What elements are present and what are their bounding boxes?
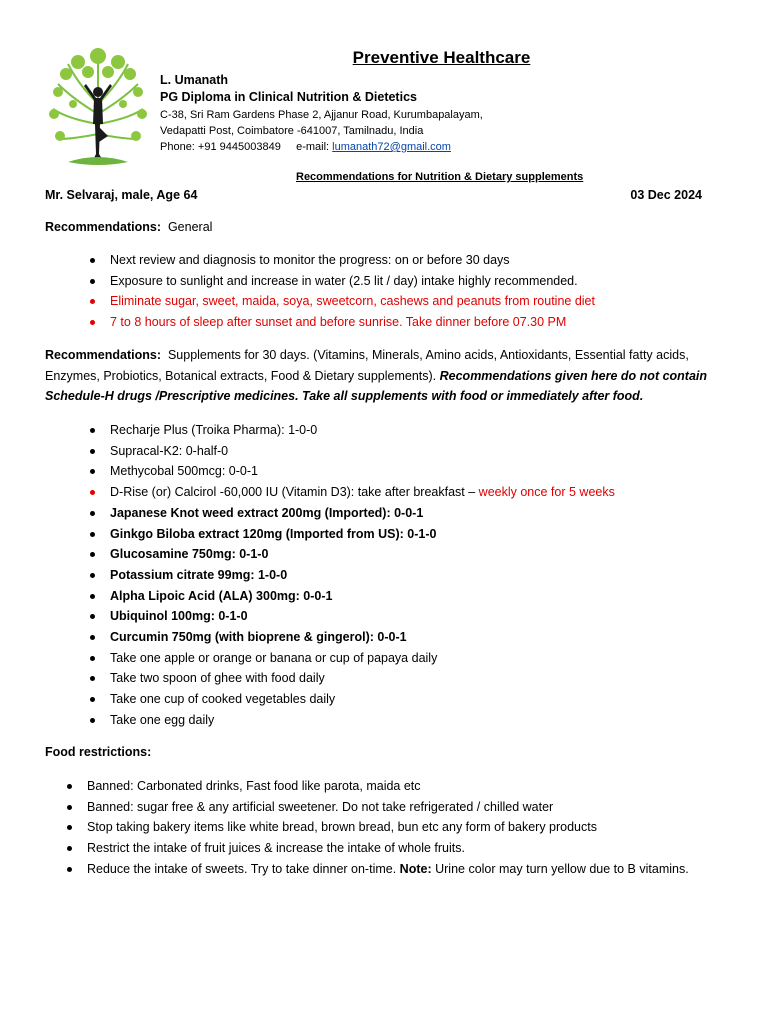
list-item: Recharje Plus (Troika Pharma): 1-0-0: [87, 420, 615, 441]
restrictions-list: [64, 776, 689, 880]
list-item: 7 to 8 hours of sleep after sunset and before sunrise. Take dinner before 07.30 PM: [87, 312, 595, 333]
list-item: Take one cup of cooked vegetables daily: [87, 689, 615, 710]
list-item: [87, 482, 615, 503]
list-item: Curcumin 750mg (with bioprene & gingerol): 0-0-1: [87, 627, 615, 648]
list-item: Restrict the intake of fruit juices & increase the intake of whole fruits.: [64, 838, 689, 859]
section-label: Recommendations:: [45, 348, 161, 362]
list-item: Potassium citrate 99mg: 1-0-0: [87, 565, 615, 586]
list-item: Eliminate sugar, sweet, maida, soya, sweetcorn, cashews and peanuts from routine diet: [87, 291, 595, 312]
list-item: [64, 859, 689, 880]
section-label: Recommendations:: [45, 220, 161, 234]
list-item: Alpha Lipoic Acid (ALA) 300mg: 0-0-1: [87, 586, 615, 607]
email-link[interactable]: lumanath72@gmail.com: [332, 141, 451, 153]
supplements-text: Supplements for 30 days. (Vitamins, Minerals, Amino acids, Antioxidants, Essential fatty acids, Enzymes, Probiotics, Botanical extracts, Food & Dietary supplements).: [45, 348, 689, 383]
list-item: Banned: Carbonated drinks, Fast food like parota, maida etc: [64, 776, 689, 797]
dosage-frequency-note: weekly once for 5 weeks: [478, 485, 615, 500]
practitioner-qualification: PG Diploma in Clinical Nutrition & Dietetics: [160, 90, 417, 104]
note-text: Urine color may turn yellow due to B vitamins.: [435, 861, 689, 876]
phone-text: Phone: +91 9445003849: [160, 141, 281, 153]
patient-info: Mr. Selvaraj, male, Age 64: [45, 188, 198, 202]
list-item: Take one egg daily: [87, 710, 615, 731]
list-item: Exposure to sunlight and increase in water (2.5 lit / day) intake highly recommended.: [87, 271, 595, 292]
note-label: Note:: [399, 861, 432, 876]
list-item: Take one apple or orange or banana or cup of papaya daily: [87, 648, 615, 669]
food-restrictions-heading: Food restrictions:: [45, 745, 152, 759]
section-value: General: [167, 220, 213, 234]
practitioner-header: [160, 73, 483, 155]
list-item: Stop taking bakery items like white bread, brown bread, bun etc any form of bakery products: [64, 817, 689, 838]
list-item: Supracal-K2: 0-half-0: [87, 441, 615, 462]
page-title: Preventive Healthcare: [352, 48, 531, 67]
address-line-1: C-38, Sri Ram Gardens Phase 2, Ajjanur Road, Kurumbapalayam,: [160, 109, 483, 121]
contact-line: [160, 139, 483, 155]
practitioner-name: L. Umanath: [160, 73, 229, 87]
list-item: Ginkgo Biloba extract 120mg (Imported from US): 0-1-0: [87, 524, 615, 545]
list-item: Next review and diagnosis to monitor the progress: on or before 30 days: [87, 250, 595, 271]
list-item: Banned: sugar free & any artificial sweetener. Do not take refrigerated / chilled water: [64, 797, 689, 818]
list-item: Ubiquinol 100mg: 0-1-0: [87, 606, 615, 627]
list-item: Japanese Knot weed extract 200mg (Imported): 0-0-1: [87, 503, 615, 524]
general-recommendations-heading: [45, 220, 212, 234]
list-item: Take two spoon of ghee with food daily: [87, 668, 615, 689]
address-line-2: Vedapatti Post, Coimbatore -641007, Tamilnadu, India: [160, 125, 424, 137]
email-label: e-mail:: [296, 141, 330, 153]
list-item-text: Reduce the intake of sweets. Try to take dinner on-time.: [87, 861, 397, 876]
list-item: Glucosamine 750mg: 0-1-0: [87, 544, 615, 565]
general-list: [87, 250, 595, 333]
supplements-disclaimer: Recommendations given here do not contain Schedule-H drugs /Prescriptive medicines. Take all supplements with food or immediately after food.: [45, 368, 708, 404]
supplements-list: [87, 420, 615, 731]
supplements-intro: [45, 345, 725, 407]
document-subtitle: Recommendations for Nutrition & Dietary supplements: [296, 171, 584, 183]
document-date: 03 Dec 2024: [630, 188, 702, 202]
list-item: Methycobal 500mcg: 0-0-1: [87, 461, 615, 482]
list-item-text: D-Rise (or) Calcirol -60,000 IU (Vitamin D3): take after breakfast –: [110, 485, 476, 500]
